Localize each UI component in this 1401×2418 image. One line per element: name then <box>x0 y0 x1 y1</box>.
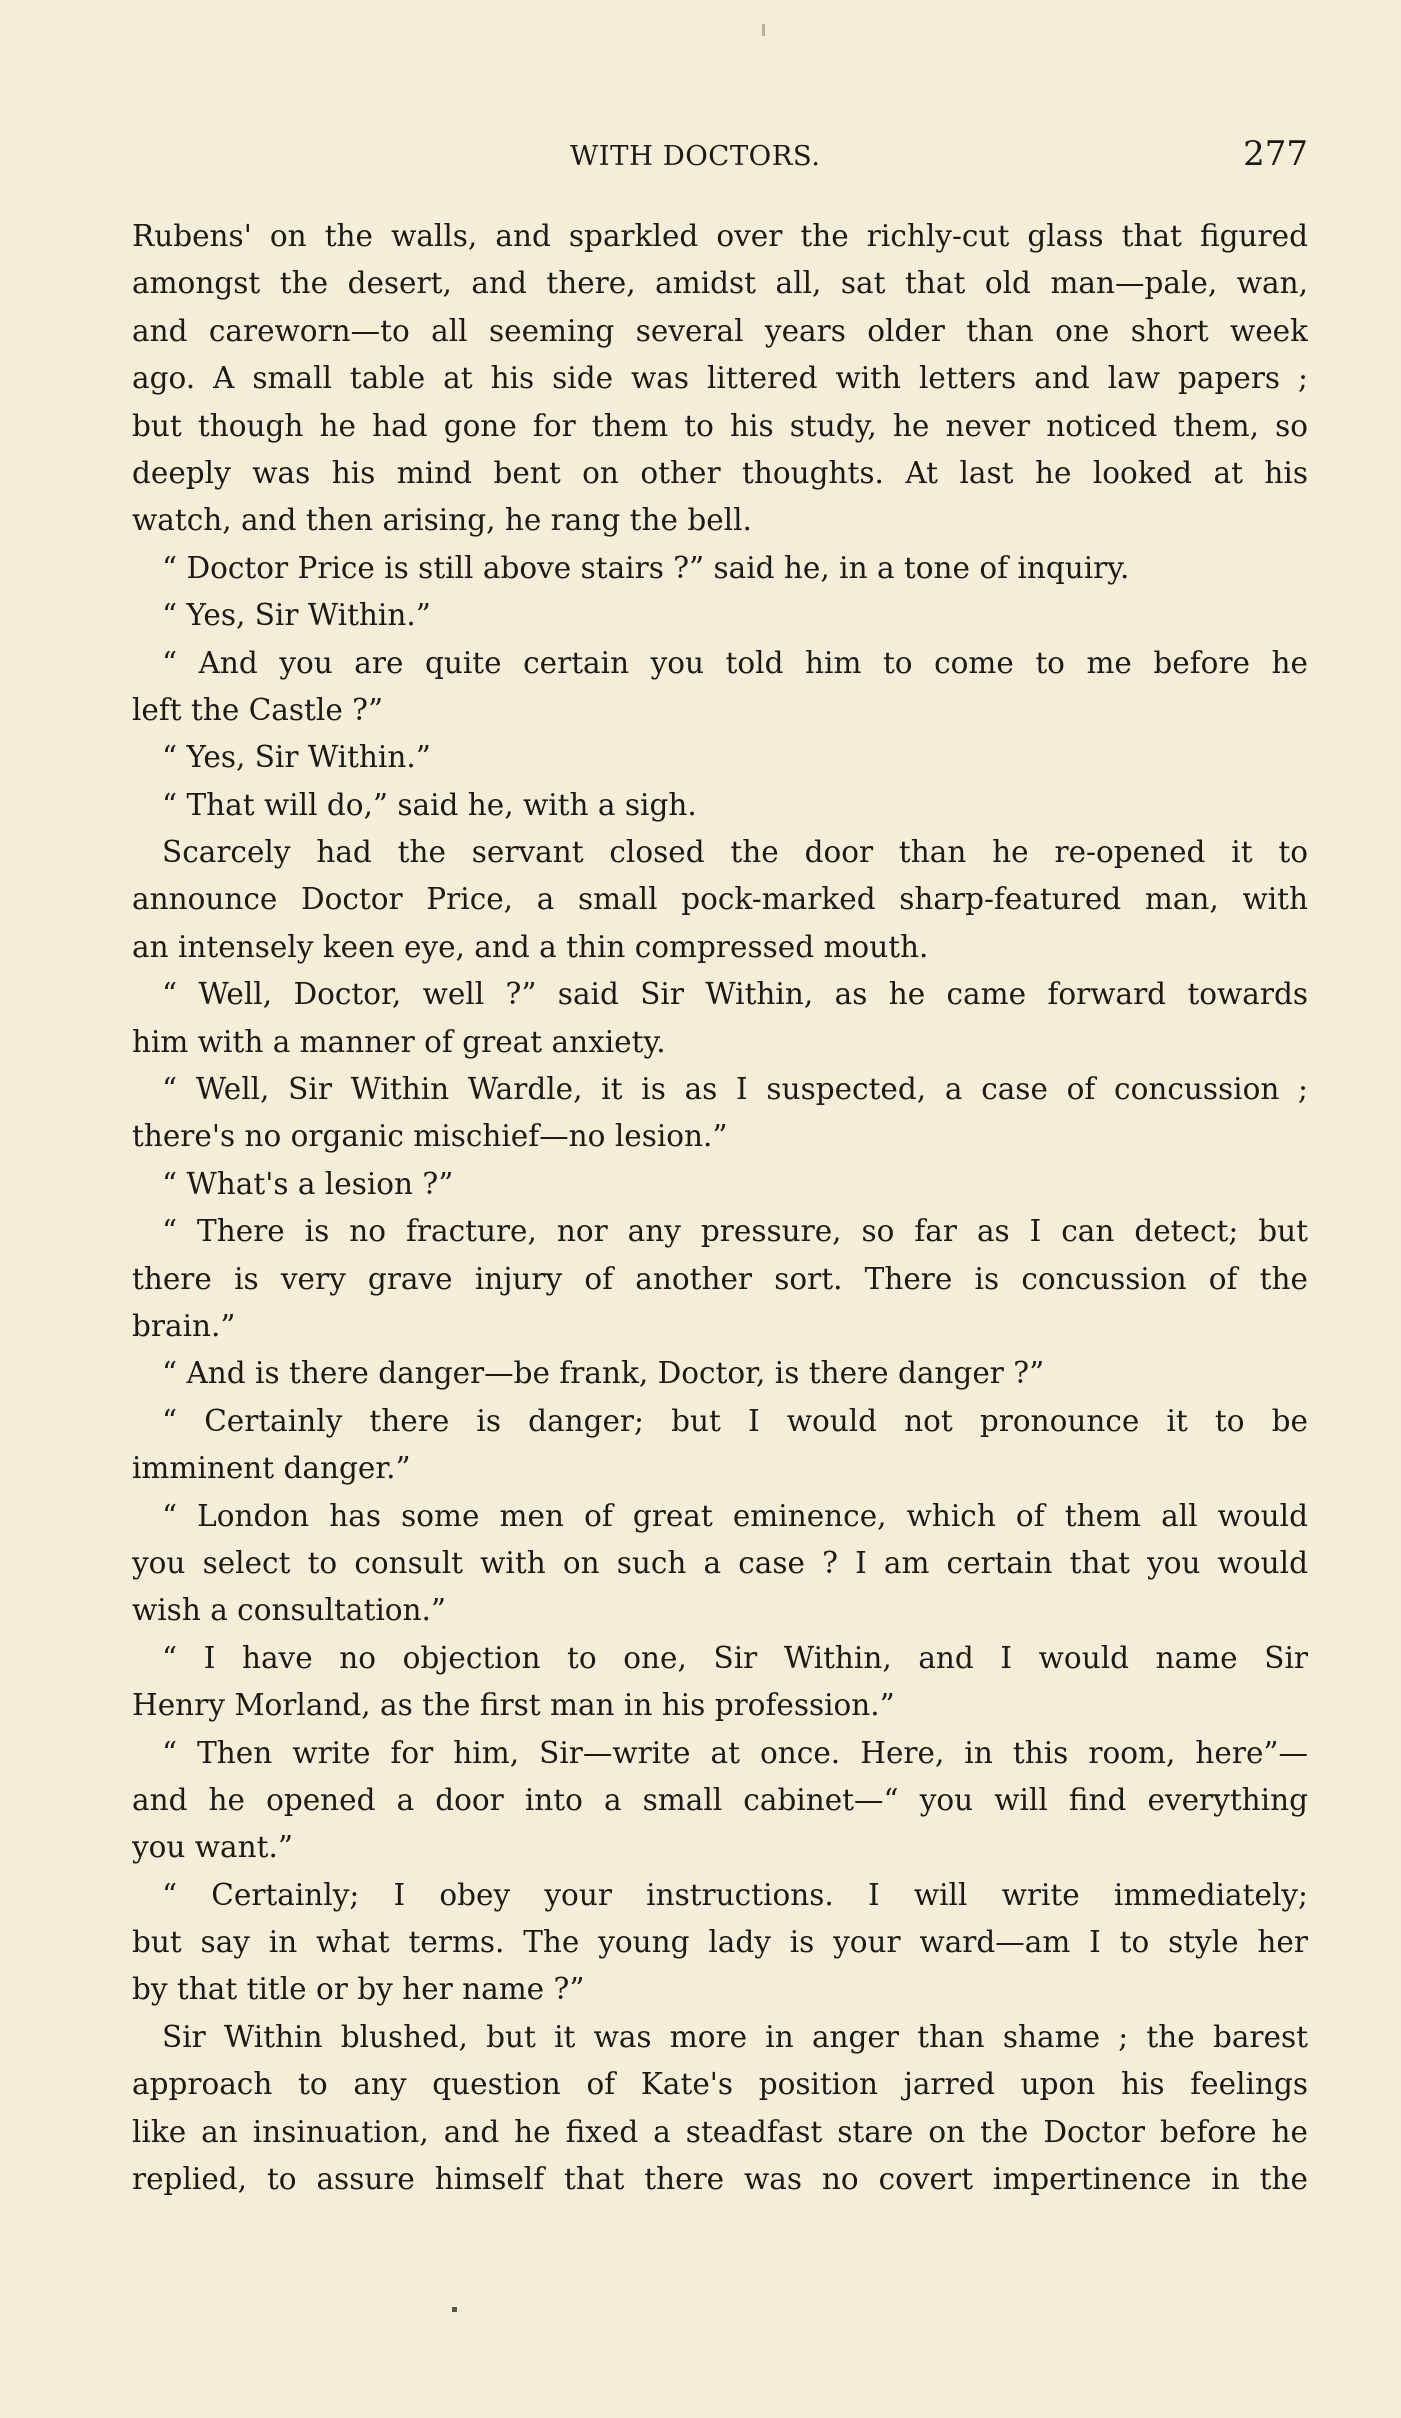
text-line: “ And you are quite certain you told him to come to me before he <box>162 645 1308 680</box>
text-line: “ Then write for him, Sir—write at once. Here, in this room, here”— <box>162 1735 1308 1770</box>
text-line: by that title or by her name ?” <box>132 1972 585 2007</box>
text-line: “ London has some men of great eminence, which of them all would <box>162 1498 1308 1533</box>
text-line: “ Well, Sir Within Wardle, it is as I suspected, a case of concussion ; <box>162 1072 1308 1107</box>
text-line: left the Castle ?” <box>132 692 384 727</box>
text-line: imminent danger.” <box>132 1451 411 1486</box>
text-line: wish a consultation.” <box>132 1593 446 1628</box>
running-head: WITH DOCTORS. <box>570 140 821 172</box>
text-line: there is very grave injury of another sort. There is concussion of the <box>132 1261 1308 1296</box>
text-line: watch, and then arising, he rang the bell. <box>132 503 752 538</box>
text-line: Sir Within blushed, but it was more in anger than shame ; the barest <box>162 2019 1308 2054</box>
text-line: and careworn—to all seeming several years older than one short week <box>132 313 1308 348</box>
page-header <box>132 130 1308 190</box>
text-line: “ What's a lesion ?” <box>162 1166 454 1201</box>
text-line: replied, to assure himself that there was no covert impertinence in the <box>132 2162 1308 2197</box>
text-line: Henry Morland, as the first man in his profession.” <box>132 1688 895 1723</box>
text-line: Scarcely had the servant closed the door than he re-opened it to <box>162 835 1308 870</box>
text-line: “ I have no objection to one, Sir Within, and I would name Sir <box>162 1640 1308 1675</box>
text-line: “ Yes, Sir Within.” <box>162 740 431 775</box>
text-line: “ And is there danger—be frank, Doctor, is there danger ?” <box>162 1356 1045 1391</box>
text-line: “ Yes, Sir Within.” <box>162 598 431 633</box>
ink-mark-top <box>762 24 765 36</box>
text-line: deeply was his mind bent on other thoughts. At last he looked at his <box>132 455 1308 490</box>
text-line: brain.” <box>132 1308 236 1343</box>
text-line: amongst the desert, and there, amidst all, sat that old man—pale, wan, <box>132 266 1308 301</box>
text-line: but say in what terms. The young lady is your ward—am I to style her <box>132 1925 1308 1960</box>
text-line: you select to consult with on such a case ? I am certain that you would <box>132 1545 1308 1580</box>
text-line: “ Doctor Price is still above stairs ?” said he, in a tone of inquiry. <box>162 550 1130 585</box>
text-line: “ There is no fracture, nor any pressure, so far as I can detect; but <box>162 1214 1308 1249</box>
page-number: 277 <box>1243 134 1308 174</box>
text-line: announce Doctor Price, a small pock-marked sharp-featured man, with <box>132 882 1308 917</box>
text-line: “ Certainly there is danger; but I would not pronounce it to be <box>162 1403 1308 1438</box>
text-line: “ Well, Doctor, well ?” said Sir Within, as he came forward towards <box>162 977 1308 1012</box>
text-line: Rubens' on the walls, and sparkled over the richly-cut glass that figured <box>132 219 1308 253</box>
text-line: “ That will do,” said he, with a sigh. <box>162 787 697 822</box>
text-line: you want.” <box>132 1830 293 1865</box>
text-line: ago. A small table at his side was littered with letters and law papers ; <box>132 361 1308 396</box>
text-line: approach to any question of Kate's position jarred upon his feelings <box>132 2067 1308 2102</box>
ink-mark-bottom <box>452 2307 457 2312</box>
text-line: there's no organic mischief—no lesion.” <box>132 1119 728 1154</box>
text-line: “ Certainly; I obey your instructions. I will write immediately; <box>162 1877 1308 1912</box>
body-text <box>132 213 1308 2203</box>
text-line: and he opened a door into a small cabinet—“ you will find everything <box>132 1782 1308 1817</box>
text-line: like an insinuation, and he fixed a steadfast stare on the Doctor before he <box>132 2114 1308 2149</box>
text-line: an intensely keen eye, and a thin compressed mouth. <box>132 929 929 964</box>
text-line: him with a manner of great anxiety. <box>132 1024 666 1059</box>
text-line: but though he had gone for them to his study, he never noticed them, so <box>132 408 1308 443</box>
